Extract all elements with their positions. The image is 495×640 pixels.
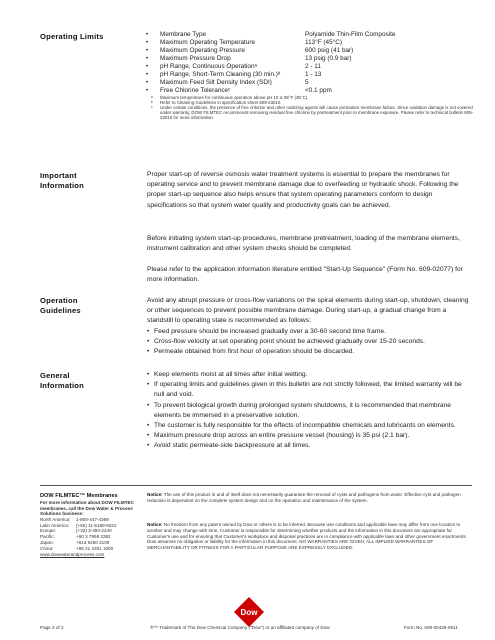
limit-row: • Maximum Feed Silt Density Index (SDI) 5 [146,79,309,86]
contact-row: Pacific: +60 3 7958 3392 [40,534,111,540]
limit-row: • pH Range, Continuous Operationᵃ 2 - 11 [146,63,321,70]
list-item: • Avoid static permeate-side backpressure at all times. [147,442,311,450]
limit-row: • Free Chlorine Toleranceᶜ <0.1 ppm [146,87,332,94]
list-item: • Cross-flow velocity at set operating point should be achieved gradually over 15-20 seconds. [147,337,425,345]
footer-divider [40,485,472,486]
brand-subtitle: For more information about DOW FILMTEC membranes, call the Dow Water & Process Solutions business: [40,500,134,517]
list-item: • Permeate obtained from first hour of operation should be discarded. [147,348,355,356]
limit-row: • Maximum Operating Temperature 113°F (45°C) [146,39,342,46]
footnote: ᶜ Under certain conditions, the presence of free chlorine and other oxidizing agents will cause premature membrane failure. Since oxidation damage is not covered under warranty, DOW FILMTEC recommends removing residual free chlorine by pretreatment prior to membrane exposure. Please refer to technical bulletin 609-22010 for more information. [151,105,474,120]
trademark-line: ®™ Trademark of The Dow Chemical Company ("Dow") or an affiliated company of Dow [150,625,330,630]
list-item: • To prevent biological growth during prolonged system shutdowns, it is recommended that membrane elements be immersed in a preservative solution. [147,401,452,419]
page-number: Page 2 of 2 [40,625,64,630]
contact-row: Latin America: (+55) 11-5188-9222 [40,522,117,528]
footnote: ᵇ Refer to Cleaning Guidelines in specification sheet 609-23010. [151,100,282,105]
limit-row: • pH Range, Short-Term Cleaning (30 min.)ᵇ 1 - 13 [146,71,322,78]
website-link[interactable]: www.dowwaterandprocess.com [40,551,105,557]
operation-guidelines-body [147,296,473,357]
important-paragraph-3: Please refer to the application information literature entitled "Start-Up Sequence" (Form No. 609-02077) for more information. [147,266,463,284]
list-item: • Maximum pressure drop across an entire pressure vessel (housing) is 35 psi (2.1 bar). [147,432,410,440]
general-information-heading: General Information [40,371,84,390]
notice-1: Notice: The use of this product in and of itself does not necessarily guarantee the removal of cysts and pathogens from water. Effective cyst and pathogen reduction is dependent on the complete system design and on the operation and maintenance of the system. [147,492,461,503]
contact-row: North America: 1-800-447-4369 [40,516,109,522]
operating-limits-table [146,31,476,120]
important-paragraph-1: Proper start-up of reverse osmosis water treatment systems is essential to prepare the membranes for operating service and to prevent membrane damage due to overfeeding or hydraulic shock. Following the proper start-up sequence also helps ensure that system operating parameters conform to design specifications so that system water quality and productivity goals can be achieved. [147,171,459,209]
brand-title: DOW FILMTEC™ Membranes [40,493,118,499]
footnote: ᵃ Maximum temperature for continuous operation above pH 10 is 95°F (35°C). [151,95,309,100]
limit-row: • Membrane Type Polyamide Thin-Film Composite [146,31,396,38]
operation-guidelines-heading: Operation Guidelines [40,296,81,315]
contact-row: Europe: (+32) 3-450-2240 [40,528,112,534]
contact-row: Japan: +813 5460 2100 [40,539,110,545]
form-number: Form No. 609-00436-0811 [404,625,458,630]
list-item: • Keep elements moist at all times after initial wetting. [147,371,308,378]
svg-text:Dow: Dow [240,608,258,617]
general-information-body [147,370,473,452]
limit-row: • Maximum Operating Pressure 600 psig (41 bar) [146,47,354,54]
important-information-heading: Important Information [40,171,84,190]
important-paragraph-2: Before initiating system start-up procedures, membrane pretreatment, loading of the membrane elements, instrument calibration and other system checks should be completed. [147,235,460,253]
list-item: • Feed pressure should be increased gradually over a 30-60 second time frame. [147,327,386,335]
contact-row: China: +86 21 2301 1000 [40,545,114,551]
notice-2: Notice: No freedom from any patent owned by Dow or others is to be inferred. Because use conditions and applicable laws may differ from one location to another and may change with time, Customer is responsible for determining whether products and the information in this document are appropriate for Customer's use and for ensuring that Customer's workplace and disposal practices are in compliance with applicable laws and other government enactments. Dow assumes no obligation or liability for the information in this document. NO WARRANTIES ARE GIVEN; ALL IMPLIED WARRANTIES OF MERCHANTABILITY OR FITNESS FOR A PARTICULAR PURPOSE ARE EXPRESSLY EXCLUDED. [147,522,467,551]
list-item: • The customer is fully responsible for the effects of incompatible chemicals and lubricants on elements. [147,422,456,430]
limit-row: • Maximum Pressure Drop 13 psig (0.9 bar) [146,55,352,62]
operation-intro: Avoid any abrupt pressure or cross-flow variations on the spiral elements during start-up, shutdown, cleaning or other sequences to prevent possible membrane damage. During start-up, a gradual change from a standstill to operating state is recommended as follows: [147,297,469,325]
contact-block [40,493,136,557]
list-item: • If operating limits and guidelines given in this bulletin are not strictly followed, the limited warranty will be null and void. [147,381,462,399]
operating-limits-heading: Operating Limits [40,32,104,41]
dow-logo [233,596,265,628]
